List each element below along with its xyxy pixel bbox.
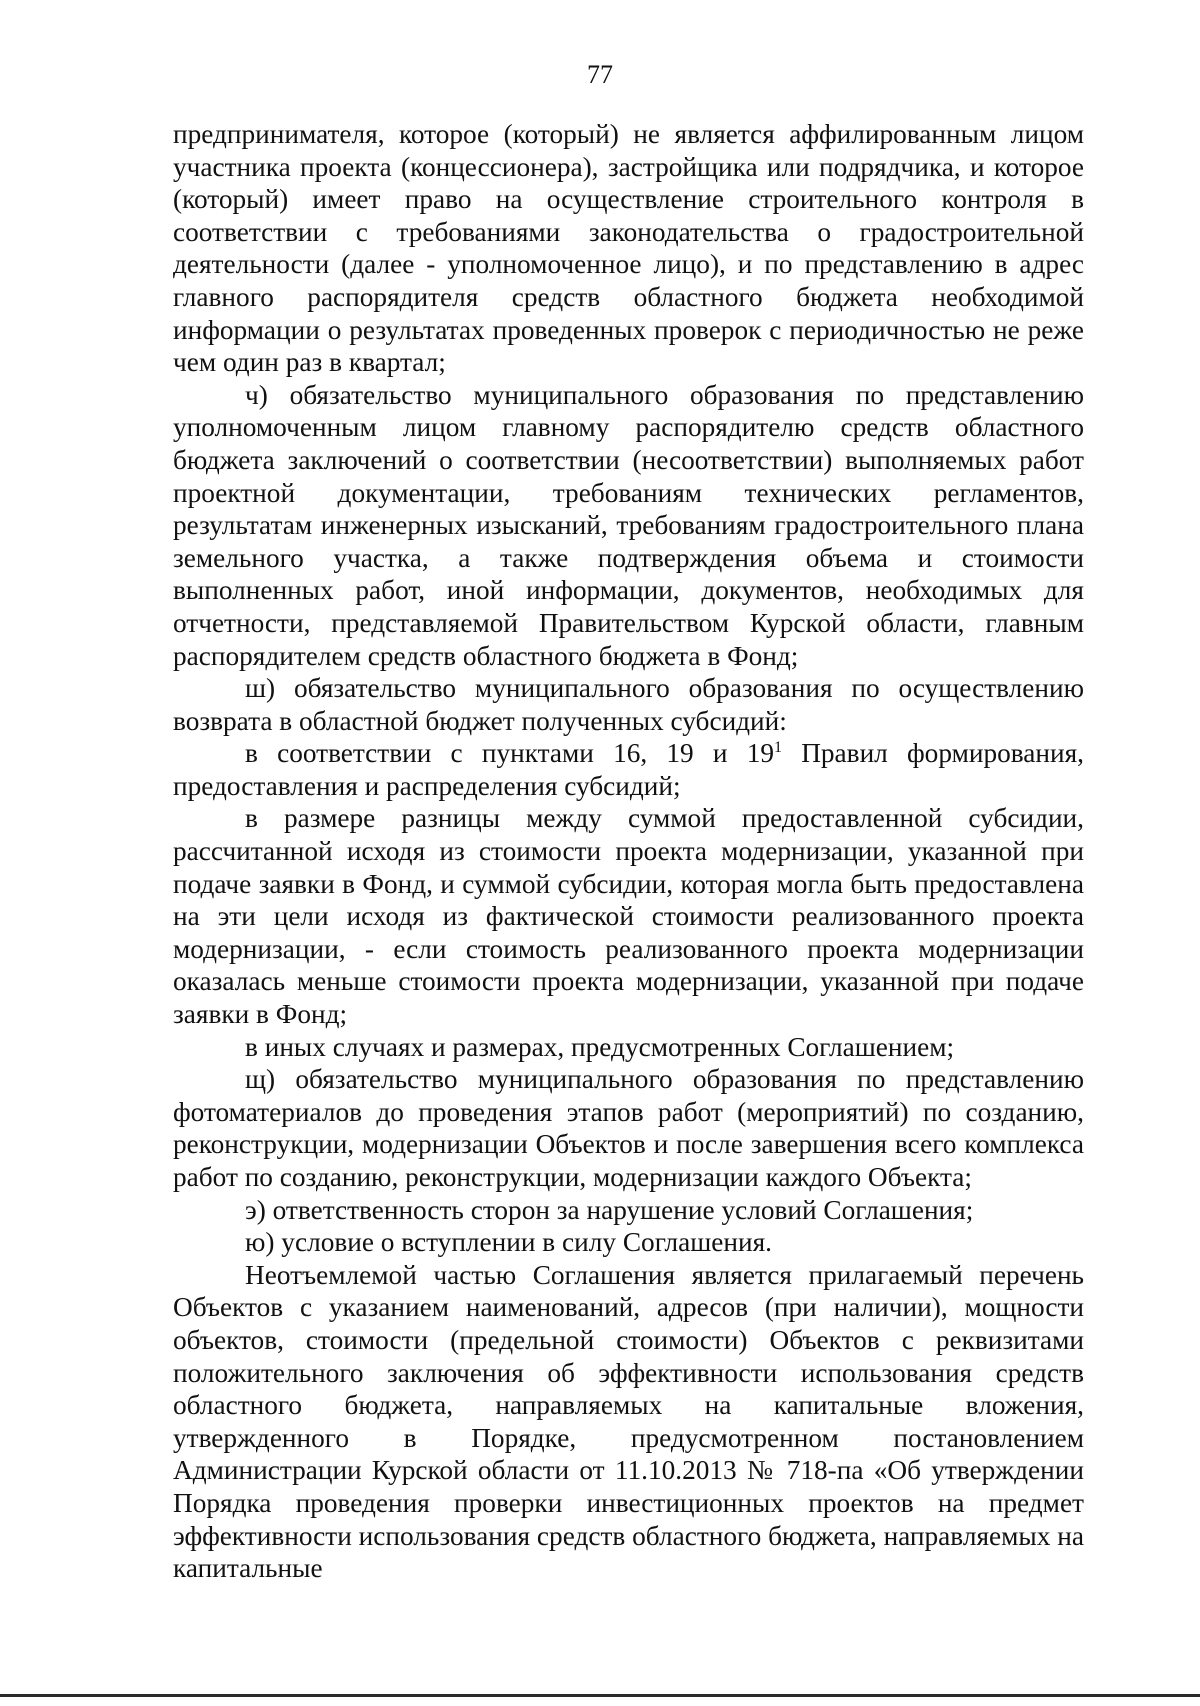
paragraph-item-yu: ю) условие о вступлении в силу Соглашения. bbox=[245, 1227, 772, 1258]
paragraph-continuation: предпринимателя, которое (который) не является аффилированным лицом участника проекта (концессионера), застройщика или подрядчика, и которое (который) имеет право на осуществление строительного контроля в соответствии с требованиями законодательства о градостроительной деятельности (далее - уполномоченное лицо), и по представлению в адрес главного распорядителя средств областного бюджета необходимой информации о результатах проведенных проверок с периодичностью не реже чем один раз в квартал; bbox=[173, 119, 1084, 378]
points-text-after: Правил формирования, предоставления и распределения субсидий; bbox=[173, 738, 1084, 801]
paragraph-item-shch: щ) обязательство муниципального образования по представлению фотоматериалов до проведения этапов работ (мероприятий) по созданию, реконструкции, модернизации Объектов и после завершения всего комплекса работ по созданию, реконструкции, модернизации каждого Объекта; bbox=[173, 1064, 1084, 1192]
bottom-edge-rule bbox=[0, 1694, 1200, 1697]
paragraph-integral-part: Неотъемлемой частью Соглашения является прилагаемый перечень Объектов с указанием наименований, адресов (при наличии), мощности объектов, стоимости (предельной стоимости) Объектов с реквизитами положительного заключения об эффективности использования средств областного бюджета, направляемых на капитальные вложения, утвержденного в Порядке, предусмотренном постановлением Администрации Курской области от 11.10.2013 № 718-па «Об утверждении Порядка проведения проверки инвестиционных проектов на предмет эффективности использования средств областного бюджета, направляемых на капитальные bbox=[173, 1259, 1084, 1584]
page-number: 77 bbox=[587, 60, 613, 89]
paragraph-item-ch: ч) обязательство муниципального образования по представлению уполномоченным лицом главному распорядителю средств областного бюджета заключений о соответствии (несоответствии) выполняемых работ проектной документации, требованиям технических регламентов, результатам инженерных изысканий, требованиям градостроительного плана земельного участка, а также подтверждения объема и стоимости выполненных работ, иной информации, документов, необходимых для отчетности, представляемой Правительством Курской области, главным распорядителем средств областного бюджета в Фонд; bbox=[173, 379, 1084, 671]
superscript-one: 1 bbox=[774, 739, 782, 757]
paragraph-subitem-points bbox=[173, 737, 1084, 802]
points-text-before: в соответствии с пунктами 16, 19 и 19 bbox=[245, 738, 774, 769]
paragraph-subitem-other: в иных случаях и размерах, предусмотренных Соглашением; bbox=[245, 1031, 955, 1062]
paragraph-subitem-difference: в размере разницы между суммой предоставленной субсидии, рассчитанной исходя из стоимости проекта модернизации, указанной при подаче заявки в Фонд, и суммой субсидии, которая могла быть предоставлена на эти цели исходя из фактической стоимости реализованного проекта модернизации, - если стоимость реализованного проекта модернизации оказалась меньше стоимости проекта модернизации, указанной при подаче заявки в Фонд; bbox=[173, 803, 1084, 1030]
paragraph-item-sh: ш) обязательство муниципального образования по осуществлению возврата в областной бюджет полученных субсидий: bbox=[173, 673, 1084, 736]
document-body bbox=[173, 118, 1084, 1585]
paragraph-item-e: э) ответственность сторон за нарушение условий Соглашения; bbox=[245, 1194, 974, 1225]
